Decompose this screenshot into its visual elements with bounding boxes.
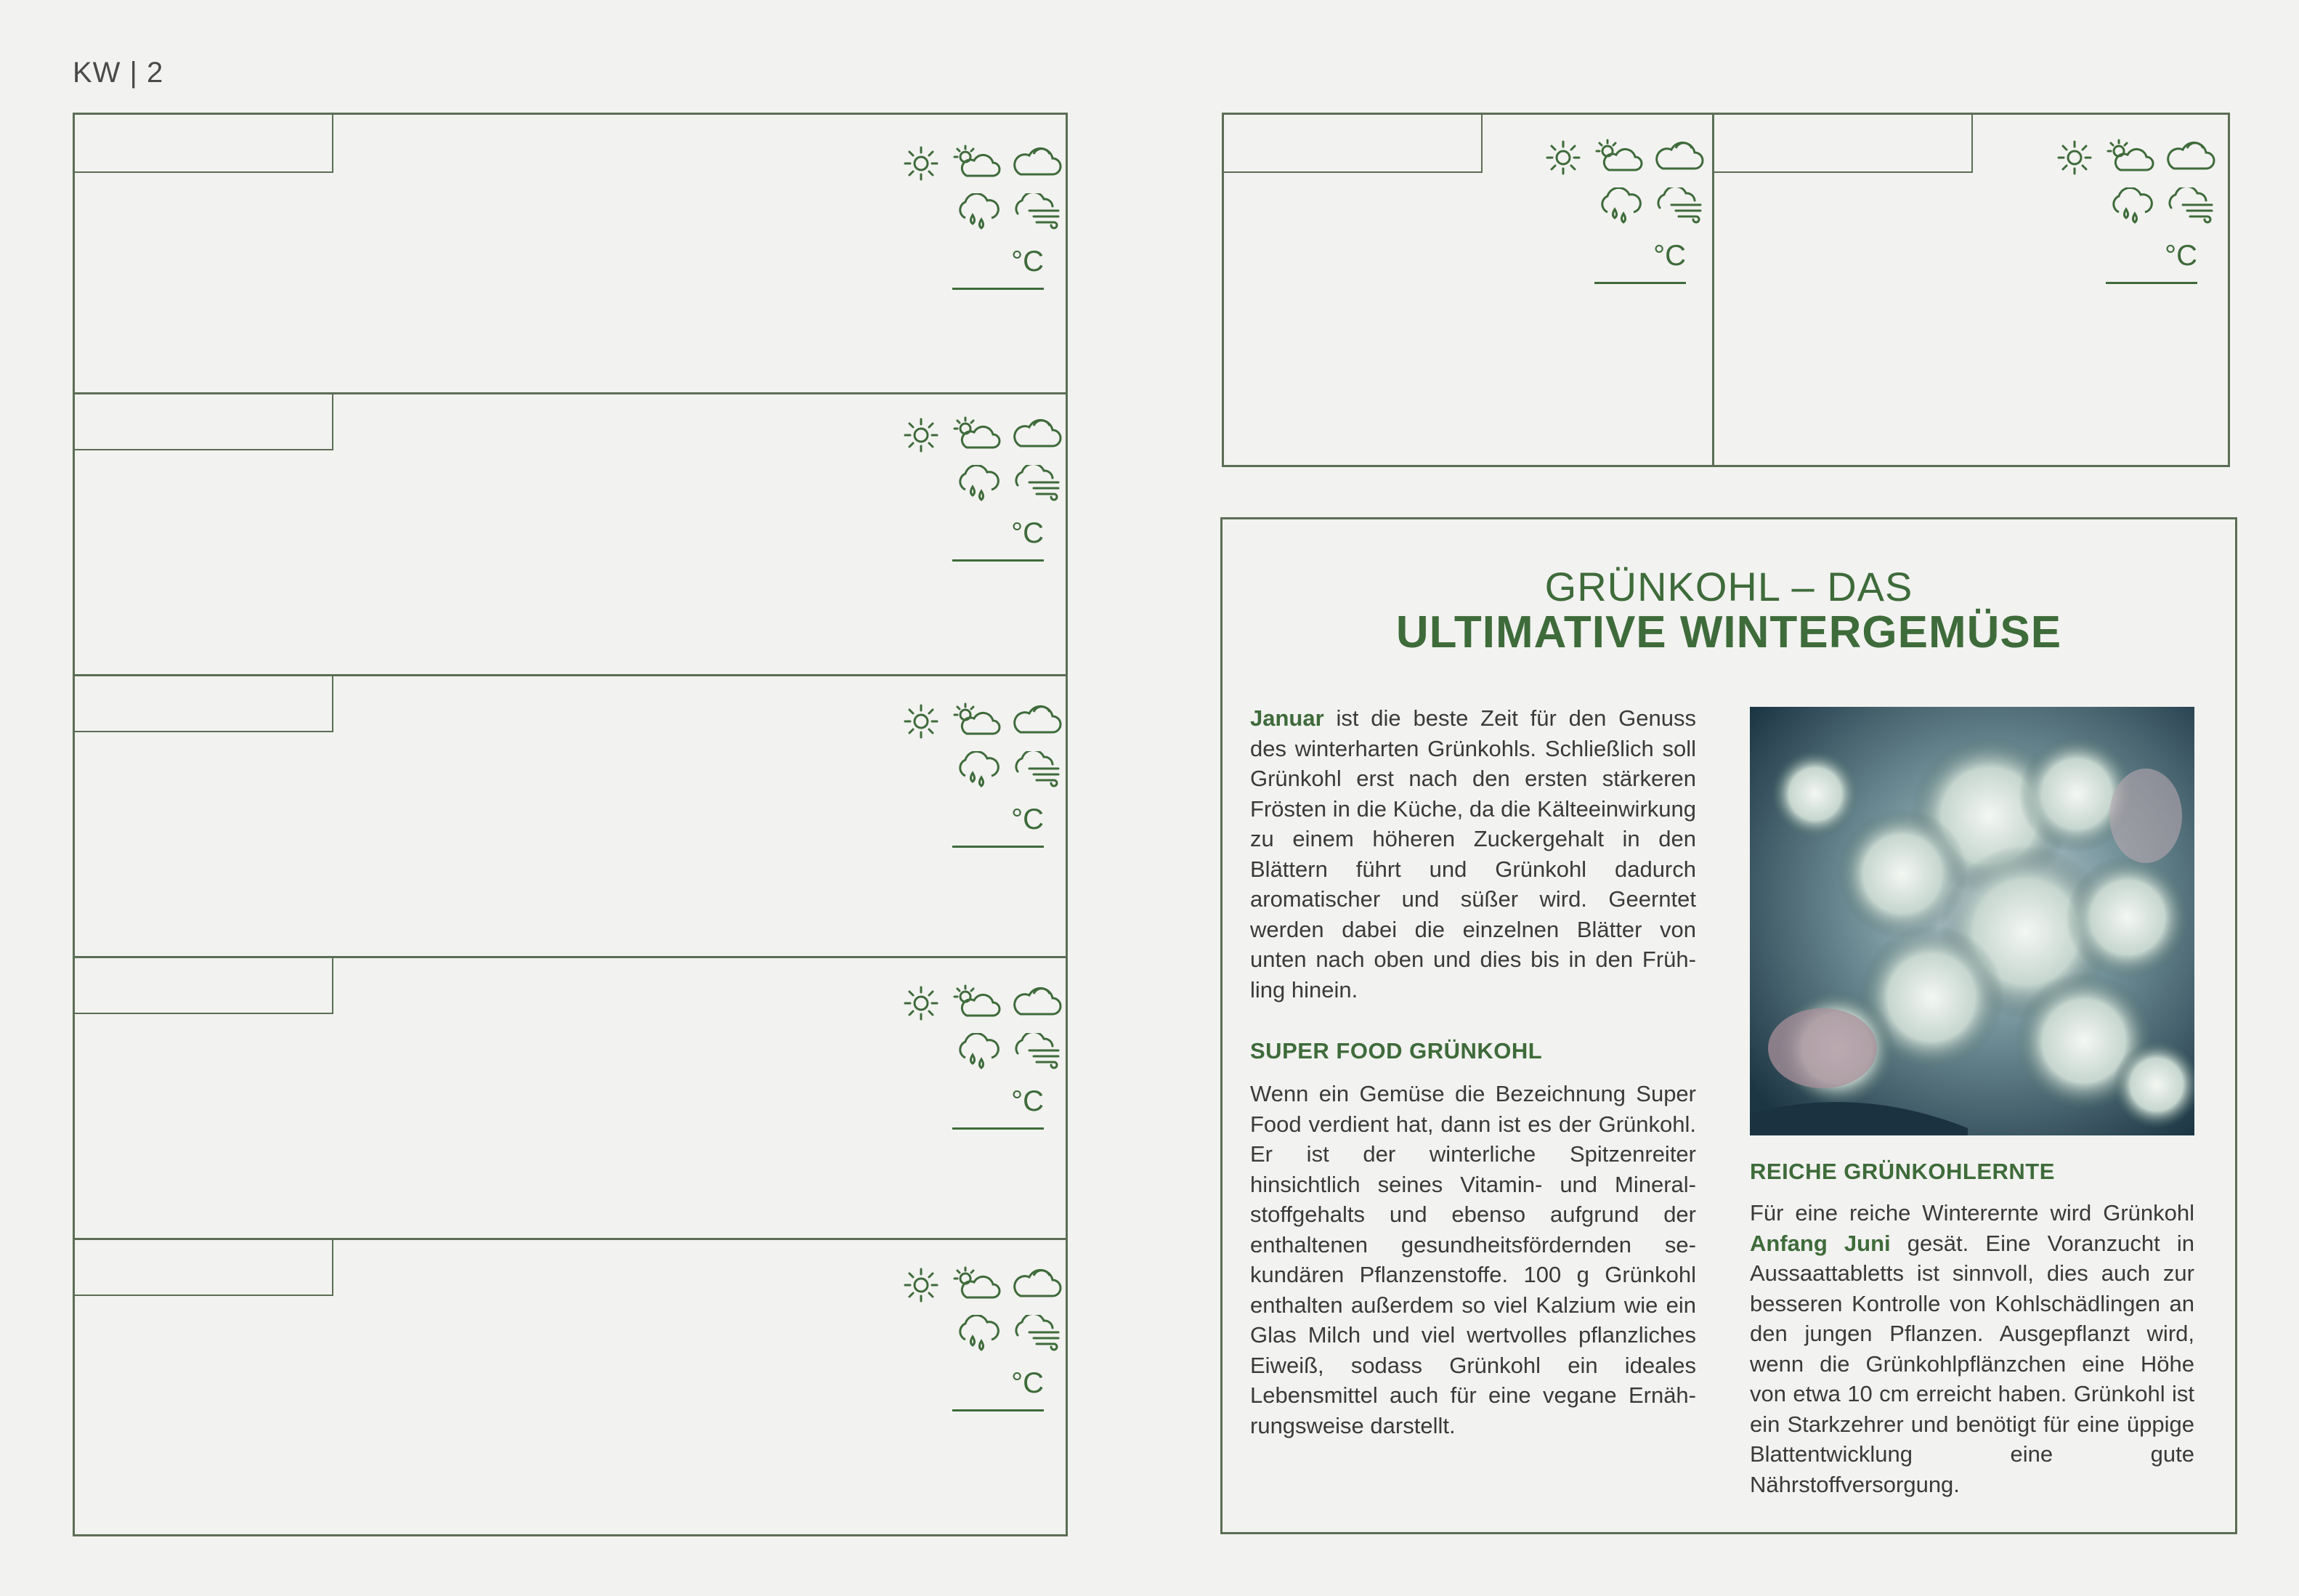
day-label-box[interactable] — [75, 392, 333, 450]
article-title-line2: ULTIMATIVE WINTERGEMÜSE — [1395, 607, 2062, 657]
rain-icon[interactable] — [2110, 187, 2154, 227]
day-label-box[interactable] — [75, 1238, 333, 1296]
rain-icon[interactable] — [957, 1315, 1000, 1355]
cloud-icon[interactable] — [1012, 1265, 1063, 1302]
intro-paragraph — [1250, 703, 1696, 1005]
partly-cloudy-icon[interactable] — [951, 1265, 1002, 1302]
temperature-unit: °C — [2165, 240, 2197, 272]
day-label-box[interactable] — [75, 115, 333, 173]
article-left-column — [1250, 703, 1696, 1005]
cloud-icon[interactable] — [1012, 984, 1063, 1020]
intro-highlight: Januar — [1250, 705, 1324, 731]
intro-text: ist die beste Zeit für den Genuss des winterharten Grünkohls. Schließlich soll Grünkohl erst nach den ersten stärkeren Frösten in die Küche, da die Kälteeinwirkung zu einem höheren Zuckergehalt in den Blättern führt und Grünkohl dadurch aromatischer und süßer wird. Geerntet werden dabei die einzelnen Blätter von unten nach oben und dies bis in den Frühling hinein. — [1250, 705, 1696, 1002]
day-label-box[interactable] — [1224, 115, 1483, 173]
temperature-unit: °C — [1011, 1367, 1044, 1399]
week-label: KW | 2 — [73, 57, 164, 89]
temperature-unit: °C — [1011, 803, 1044, 835]
temperature-unit: °C — [1653, 240, 1686, 272]
temperature-input-line[interactable] — [952, 288, 1044, 290]
article-frame — [1220, 517, 2237, 1534]
weather-widget — [899, 1251, 1066, 1399]
section-heading-harvest: REICHE GRÜNKOHLERNTE — [1750, 1159, 2055, 1184]
wind-icon[interactable] — [1012, 193, 1063, 230]
cloud-icon[interactable] — [2165, 138, 2216, 174]
partly-cloudy-icon[interactable] — [951, 702, 1002, 738]
temperature-input-line[interactable] — [1594, 282, 1686, 284]
wind-icon[interactable] — [1654, 187, 1705, 224]
kale-photo — [1750, 707, 2194, 1135]
weather-widget — [899, 129, 1066, 278]
weather-widget — [1541, 123, 1708, 272]
temperature-unit: °C — [1011, 246, 1044, 278]
wind-icon[interactable] — [1012, 1315, 1063, 1351]
cloud-icon[interactable] — [1012, 702, 1063, 738]
frosted-kale-image — [1750, 707, 2194, 1135]
wind-icon[interactable] — [1012, 1033, 1063, 1069]
partly-cloudy-icon[interactable] — [2104, 138, 2155, 174]
wind-icon[interactable] — [1012, 465, 1063, 501]
superfood-paragraph — [1250, 1079, 1696, 1441]
section-heading-superfood: SUPER FOOD GRÜNKOHL — [1250, 1038, 1543, 1064]
harvest-text-b: gesät. Eine Voranzucht in Aussaattabletts ist sinnvoll, dies auch zur besseren Kontrolle von Kohlschädlingen an den jungen Pflanzen. Ausgepflanzt wird, wenn die Grünkohlpflänzchen eine Höhe von etwa 10 cm erreicht haben. Grünkohl ist ein Starkzehrer und benötigt für eine üppige Blattentwicklung eine gute Nährstoffversorgung. — [1750, 1230, 2194, 1497]
harvest-paragraph — [1750, 1198, 2194, 1499]
temperature-input-line[interactable] — [952, 1127, 1044, 1130]
weather-widget — [899, 687, 1066, 833]
temperature-input-line[interactable] — [952, 846, 1044, 848]
temperature-unit: °C — [1011, 1085, 1044, 1117]
temperature-input-line[interactable] — [952, 1409, 1044, 1411]
article-title-line1: GRÜNKOHL – DAS — [1544, 564, 1913, 609]
rain-icon[interactable] — [957, 465, 1000, 505]
sun-icon[interactable] — [1545, 139, 1581, 176]
rain-icon[interactable] — [957, 751, 1000, 791]
sun-icon[interactable] — [2056, 139, 2093, 176]
left-week-frame — [73, 113, 1068, 1536]
partly-cloudy-icon[interactable] — [951, 144, 1002, 180]
partly-cloudy-icon[interactable] — [1593, 138, 1644, 174]
weather-widget — [2052, 123, 2219, 272]
sun-icon[interactable] — [903, 417, 939, 453]
partly-cloudy-icon[interactable] — [951, 984, 1002, 1020]
day-label-box[interactable] — [1714, 115, 1973, 173]
rain-icon[interactable] — [957, 1033, 1000, 1073]
cloud-icon[interactable] — [1654, 138, 1705, 174]
wind-icon[interactable] — [1012, 751, 1063, 787]
temperature-input-line[interactable] — [2106, 282, 2197, 284]
cloud-icon[interactable] — [1012, 144, 1063, 180]
day-label-box[interactable] — [75, 674, 333, 732]
weather-widget — [899, 969, 1066, 1117]
rain-icon[interactable] — [1599, 187, 1642, 227]
sun-icon[interactable] — [903, 985, 939, 1021]
weather-widget — [899, 401, 1066, 549]
superfood-text: Wenn ein Gemüse die Bezeichnung Super Food verdient hat, dann ist es der Grünkohl. Er ist der winterliche Spitzenreiter hinsichtlich seines Vitamin- und Mineralstoffgehalts und ebenso aufgrund der enthaltenen gesundheitsfördernden sekundären Pflanzenstoffe. 100 g Grünkohl enthalten außerdem so viel Kalzium wie ein Glas Milch und viel wertvolles pflanzliches Eiweiß, sodass Grünkohl ein ideales Lebensmittel auch für eine vegane Ernährungsweise darstellt. — [1250, 1081, 1696, 1438]
harvest-text-a: Für eine reiche Winterernte wird Grünkohl — [1750, 1200, 2194, 1226]
sun-icon[interactable] — [903, 1267, 939, 1303]
partly-cloudy-icon[interactable] — [951, 416, 1002, 452]
day-label-box[interactable] — [75, 956, 333, 1014]
rain-icon[interactable] — [957, 193, 1000, 233]
temperature-unit: °C — [1011, 517, 1044, 549]
cloud-icon[interactable] — [1012, 416, 1063, 452]
weekend-frame — [1222, 113, 2230, 467]
harvest-highlight: Anfang Juni — [1750, 1230, 1891, 1256]
sun-icon[interactable] — [903, 145, 939, 182]
sun-icon[interactable] — [903, 703, 939, 740]
wind-icon[interactable] — [2165, 187, 2216, 224]
temperature-input-line[interactable] — [952, 559, 1044, 562]
